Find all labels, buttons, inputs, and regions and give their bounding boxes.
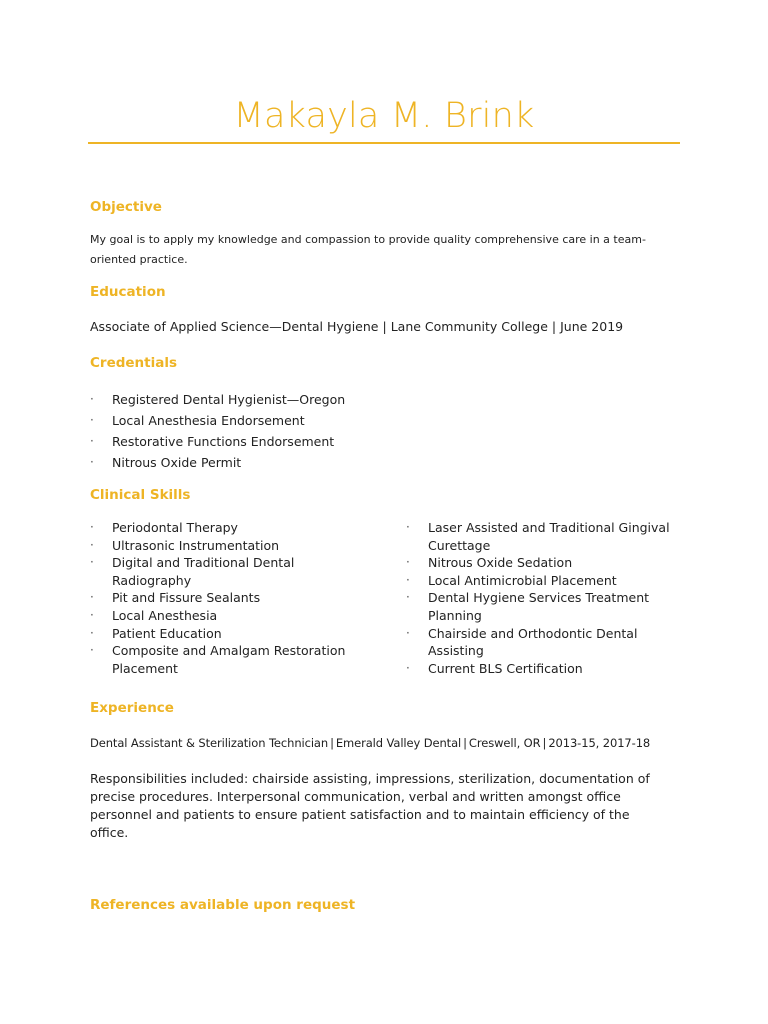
list-item: · Nitrous Oxide Sedation <box>406 555 573 571</box>
bullet-icon: · <box>406 520 410 534</box>
experience-description: Responsibilities included: chairside assisting, impressions, sterilization, documentation of precise procedures. Interpersonal communication, verbal and written amongst office personnel and patients to ensure patient satisfaction and to maintain efficiency of the office. <box>90 771 650 840</box>
education-degree: Associate of Applied Science—Dental Hygiene <box>90 319 379 334</box>
list-item: · Nitrous Oxide Permit <box>90 452 490 473</box>
list-item: · Local Anesthesia Endorsement <box>90 410 490 431</box>
clinical-skills-left-list <box>90 519 360 677</box>
bullet-icon: · <box>90 537 94 552</box>
list-item: · Pit and Fissure Sealants <box>90 590 261 606</box>
list-item: · Dental Hygiene Services Treatment Planning <box>406 590 650 623</box>
separator: | <box>463 736 467 750</box>
bullet-icon: · <box>90 520 94 534</box>
bullet-icon: · <box>90 625 94 640</box>
title-underline <box>88 142 680 144</box>
experience-dates: 2013-15, 2017-18 <box>548 736 651 750</box>
list-item: · Digital and Traditional Dental Radiography <box>90 555 295 588</box>
separator: | <box>330 736 334 750</box>
bullet-icon: · <box>406 625 410 640</box>
list-item: · Chairside and Orthodontic Dental Assisting <box>406 625 638 659</box>
bullet-icon: · <box>406 555 410 570</box>
separator: | <box>382 319 387 334</box>
bullet-icon: · <box>90 590 94 605</box>
list-item: · Ultrasonic Instrumentation <box>90 537 280 553</box>
list-item: · Patient Education <box>90 625 222 641</box>
bullet-icon: · <box>406 590 410 605</box>
experience-line <box>90 734 650 752</box>
bullet-icon: · <box>90 643 94 658</box>
education-line <box>90 318 623 336</box>
references-note: References available upon request <box>90 897 356 913</box>
bullet-icon: · <box>90 413 94 427</box>
candidate-name: Makayla M. Brink <box>233 96 535 136</box>
bullet-icon: · <box>90 607 94 622</box>
clinical-skills-right-list <box>406 519 696 677</box>
bullet-icon: · <box>406 572 410 587</box>
education-date: June 2019 <box>560 319 624 334</box>
bullet-icon: · <box>90 455 94 469</box>
objective-text: My goal is to apply my knowledge and compassion to provide quality comprehensive care in a team-oriented practice. <box>90 233 646 266</box>
list-item: · Periodontal Therapy <box>90 520 238 535</box>
objective-heading: Objective <box>90 199 162 215</box>
list-item: · Composite and Amalgam Restoration Placement <box>90 643 346 676</box>
list-item: · Laser Assisted and Traditional Gingival Curettage <box>406 520 670 553</box>
list-item: · Local Antimicrobial Placement <box>406 572 617 588</box>
credentials-list <box>90 389 490 473</box>
list-item: · Current BLS Certification <box>406 660 583 676</box>
education-school: Lane Community College <box>390 319 548 334</box>
bullet-icon: · <box>90 555 94 570</box>
bullet-icon: · <box>90 392 94 406</box>
bullet-icon: · <box>406 660 410 675</box>
education-heading: Education <box>90 284 166 300</box>
clinical-skills-heading: Clinical Skills <box>90 487 191 503</box>
credentials-heading: Credentials <box>90 355 178 371</box>
experience-heading: Experience <box>90 700 174 716</box>
separator: | <box>551 319 557 334</box>
experience-employer: Emerald Valley Dental <box>335 736 462 750</box>
experience-position: Dental Assistant & Sterilization Technician <box>90 736 329 750</box>
experience-location: Creswell, OR <box>468 736 541 750</box>
list-item: · Restorative Functions Endorsement <box>90 431 490 452</box>
list-item: · Local Anesthesia <box>90 607 218 623</box>
list-item: · Registered Dental Hygienist—Oregon <box>90 389 490 410</box>
bullet-icon: · <box>90 434 94 448</box>
separator: | <box>542 736 547 750</box>
